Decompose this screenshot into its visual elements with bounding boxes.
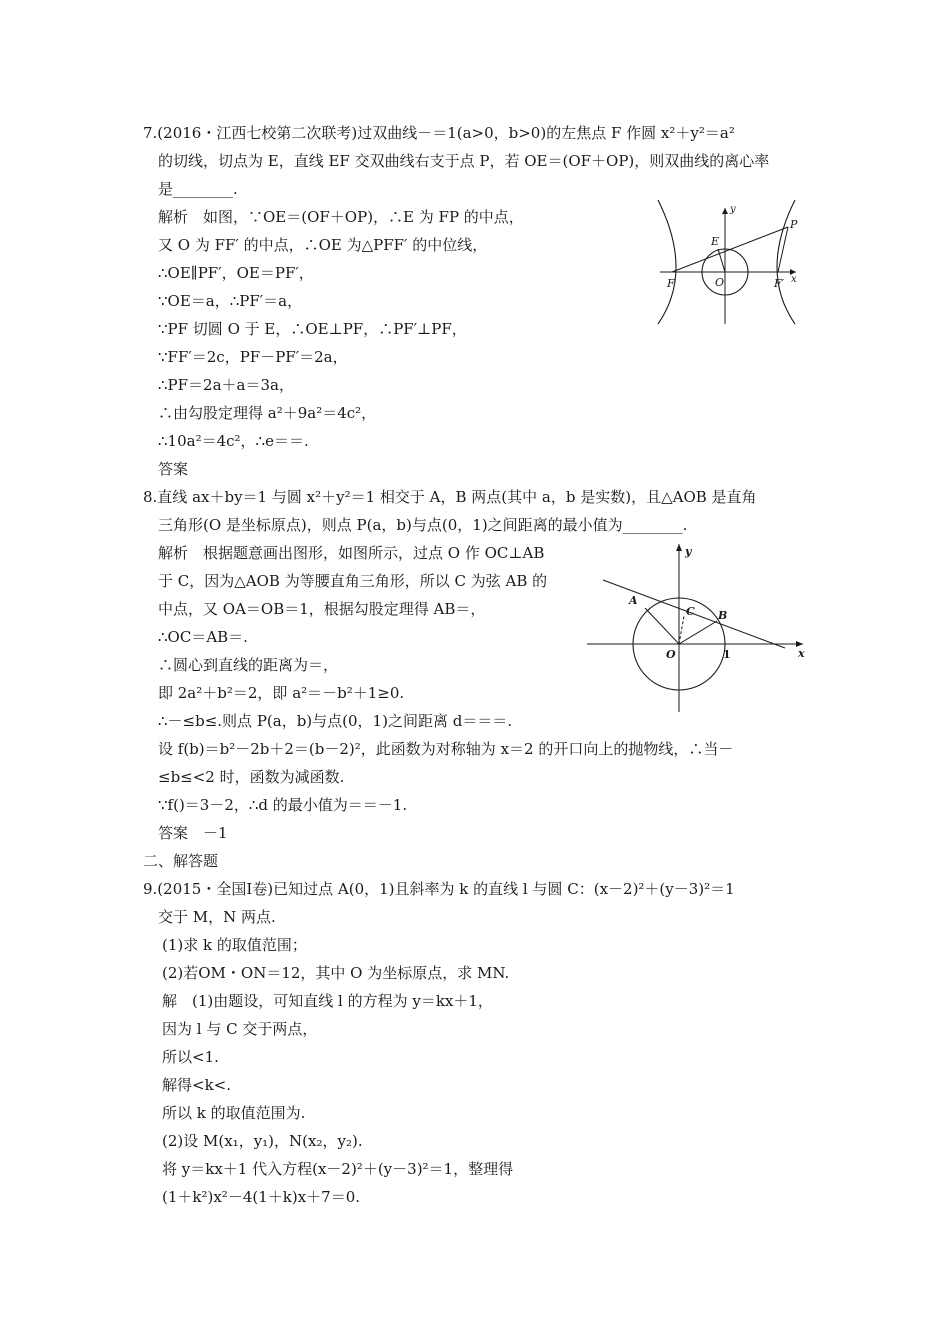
line-pf2 — [778, 227, 788, 272]
q7-line-2: 的切线，切点为 E，直线 EF 交双曲线右支于点 P，若 OE＝(OF＋OP)，则双曲线的离心率 — [158, 152, 770, 170]
q9-line-9: 所以 k 的取值范围为. — [162, 1104, 306, 1122]
segment-ob — [679, 621, 717, 644]
q9-line-4: (2)若OM・ON＝12，其中 O 为坐标原点，求 MN. — [162, 964, 510, 982]
q9-line-12: (1＋k²)x²－4(1＋k)x＋7＝0. — [162, 1188, 361, 1206]
q7-y-arrow — [722, 208, 728, 214]
q7-hyperbola-figure — [650, 200, 800, 325]
q8-y-arrow — [676, 544, 682, 551]
q7-line-4: 解析 如图，∵OE＝(OF＋OP)，∴E 为 FP 的中点， — [158, 208, 524, 226]
q8-line-8: 即 2a²＋b²＝2，即 a²＝－b²＋1≥0. — [158, 684, 405, 702]
q7-label-f-prime: F′ — [774, 277, 785, 290]
q8-line-4: 于 C，因为△AOB 为等腰直角三角形，所以 C 为弦 AB 的 — [158, 572, 548, 590]
q8-label-b: B — [718, 609, 728, 622]
q7-label-p: P — [790, 218, 798, 231]
q9-line-6: 因为 l 与 C 交于两点， — [162, 1020, 318, 1038]
q8-label-c: C — [686, 605, 695, 618]
q9-line-7: 所以<1. — [162, 1048, 219, 1066]
q8-label-y: y — [685, 545, 692, 558]
q7-line-5: 又 O 为 FF′ 的中点，∴OE 为△PFF′ 的中位线， — [158, 236, 488, 254]
q8-label-a: A — [629, 594, 638, 607]
q7-label-y: y — [730, 204, 736, 215]
q8-line-11: ≤b≤<2 时，函数为减函数. — [158, 768, 345, 786]
q7-label-o: O — [715, 276, 725, 289]
q8-line-7: ∴圆心到直线的距离为＝， — [158, 656, 339, 674]
q8-line-6: ∴OC＝AB＝. — [158, 628, 248, 646]
q9-line-10: (2)设 M(x₁，y₁)，N(x₂，y₂). — [162, 1132, 363, 1150]
q7-label-e: E — [711, 235, 720, 248]
q8-answer: 答案 －1 — [158, 824, 228, 842]
q8-line-10: 设 f(b)＝b²－2b＋2＝(b－2)²，此函数为对称轴为 x＝2 的开口向上的抛物线，∴当－ — [158, 740, 734, 758]
q9-line-5: 解 (1)由题设，可知直线 l 的方程为 y＝kx＋1， — [162, 992, 493, 1010]
q9-line-8: 解得<k<. — [162, 1076, 231, 1094]
q8-circle-figure — [585, 540, 810, 715]
q8-label-x: x — [798, 647, 805, 660]
q8-line-3: 解析 根据题意画出图形，如图所示，过点 O 作 OC⊥AB — [158, 544, 545, 562]
q7-line-12: ∴10a²＝4c²，∴e＝＝. — [158, 432, 309, 450]
segment-oc-dashed — [679, 616, 684, 644]
q7-line-6: ∴OE∥PF′，OE＝PF′， — [158, 264, 314, 282]
q7-line-9: ∵FF′＝2c，PF－PF′＝2a， — [158, 348, 348, 366]
q8-line-12: ∵f()＝3－2，∴d 的最小值为＝＝－1. — [158, 796, 408, 814]
q7-line-3: 是________. — [158, 180, 238, 198]
q8-line-5: 中点，又 OA＝OB＝1，根据勾股定理得 AB＝， — [158, 600, 486, 618]
q7-line-11: ∴由勾股定理得 a²＋9a²＝4c²， — [158, 404, 377, 422]
q7-line-7: ∵OE＝a，∴PF′＝a， — [158, 292, 303, 310]
q7-answer-label: 答案 — [158, 460, 189, 478]
q7-line-8: ∵PF 切圆 O 于 E，∴OE⊥PF，∴PF′⊥PF， — [158, 320, 467, 338]
section-heading: 二、解答题 — [143, 852, 219, 870]
q8-line-2: 三角形(O 是坐标原点)，则点 P(a，b)与点(0，1)之间距离的最小值为________. — [158, 516, 688, 534]
hyperbola-left-branch — [658, 200, 676, 324]
q9-line-11: 将 y＝kx＋1 代入方程(x－2)²＋(y－3)²＝1，整理得 — [162, 1160, 514, 1178]
segment-oa — [645, 608, 679, 644]
q8-label-o: O — [666, 648, 676, 661]
q8-line-1: 8.直线 ax＋by＝1 与圆 x²＋y²＝1 相交于 A，B 两点(其中 a，b 是实数)，且△AOB 是直角 — [143, 488, 757, 506]
q7-line-10: ∴PF＝2a＋a＝3a， — [158, 376, 294, 394]
q7-label-x: x — [791, 274, 797, 285]
q7-label-f: F — [667, 277, 675, 290]
q8-label-one: 1 — [723, 648, 731, 661]
q9-line-3: (1)求 k 的取值范围； — [162, 936, 307, 954]
q9-line-2: 交于 M，N 两点. — [158, 908, 276, 926]
line-fp — [672, 227, 788, 272]
q9-line-1: 9.(2015・全国Ⅰ卷)已知过点 A(0，1)且斜率为 k 的直线 l 与圆 C：(x－2)²＋(y－3)²＝1 — [143, 880, 735, 898]
q7-line-1: 7.(2016・江西七校第二次联考)过双曲线－＝1(a>0，b>0)的左焦点 F 作圆 x²＋y²＝a² — [143, 124, 735, 142]
q8-line-9: ∴－≤b≤.则点 P(a，b)与点(0，1)之间距离 d＝＝＝. — [158, 712, 513, 730]
